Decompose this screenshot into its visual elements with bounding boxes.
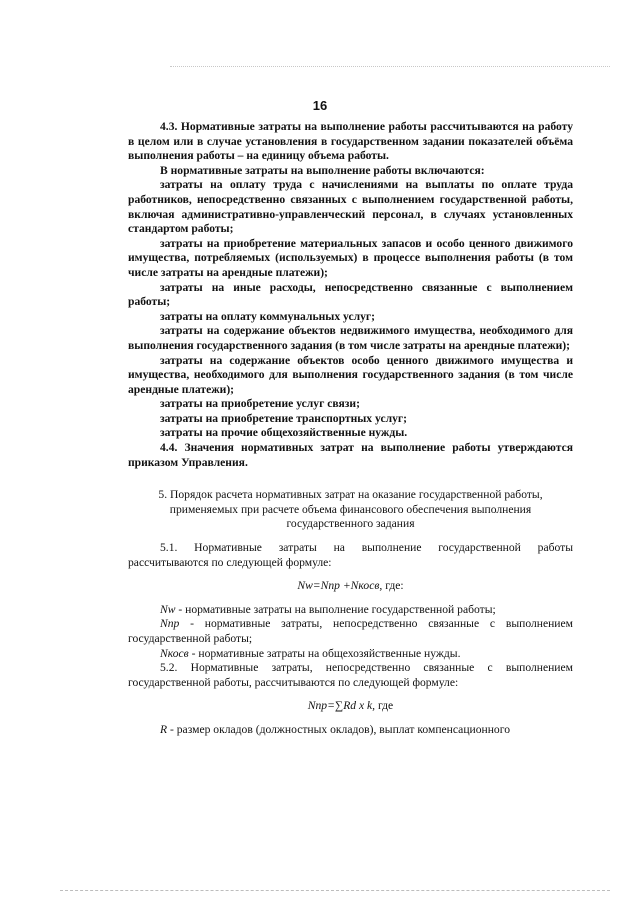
paragraph: затраты на оплату труда с начислениями на выплаты по оплате труда работников, непосредственно связанных с выполнением государственной работы, включая административно-управленческий персонал, в случаях установленных стандартом работы; xyxy=(128,178,573,236)
page-number: 16 xyxy=(312,98,328,113)
paragraph: затраты на приобретение транспортных услуг; xyxy=(160,411,408,425)
formula-nw xyxy=(128,579,573,594)
formula-nw-suffix: где: xyxy=(385,579,404,593)
paragraph: В нормативные затраты на выполнение работы включаются: xyxy=(160,163,485,177)
formula-nw-expression: Nw=Nnp +Nкосв, xyxy=(297,579,383,593)
definition-nnp xyxy=(128,617,573,646)
symbol-nkosv: Nкосв xyxy=(160,646,189,660)
section5-heading: 5. Порядок расчета нормативных затрат на оказание государственной работы, применяемых при расчете объема финансового обеспечения выполнения государственного задания xyxy=(158,488,543,531)
definition-nw-text: - нормативные затраты на выполнение государственной работы; xyxy=(178,602,496,616)
paragraph: затраты на приобретение материальных запасов и особо ценного движимого имущества, потребляемых (используемых) в процессе выполнения работы (в том числе затраты на арендные платежи); xyxy=(128,236,573,279)
symbol-r: R xyxy=(160,722,168,736)
document-body xyxy=(128,120,573,738)
definition-nw xyxy=(128,603,573,618)
paragraph: затраты на содержание объектов особо ценного движимого имущества и имущества, необходимого для выполнения государственного задания (в том числе арендные платежи); xyxy=(128,353,573,396)
definition-nnp-text: - нормативные затраты, непосредственно связанные с выполнением государственной работы; xyxy=(128,617,573,645)
symbol-nw: Nw xyxy=(160,602,176,616)
paragraph: затраты на оплату коммунальных услуг; xyxy=(160,309,376,323)
paragraph: затраты на иные расходы, непосредственно связанные с выполнением работы; xyxy=(128,280,573,309)
paragraph: 4.3. Нормативные затраты на выполнение работы рассчитываются на работу в целом или в случае установления в государственном задании показателей объёма выполнения работы – на единицу объема работы. xyxy=(128,120,573,163)
paragraph: затраты на прочие общехозяйственные нужды. xyxy=(160,426,408,440)
formula-nnp-expression: Nnp=∑Rd x k, xyxy=(307,699,376,713)
scan-artifact-top xyxy=(170,66,610,67)
symbol-nnp: Nnp xyxy=(160,617,180,631)
formula-nnp xyxy=(128,699,573,714)
paragraph: затраты на содержание объектов недвижимого имущества, необходимого для выполнения государственного задания (в том числе затраты на арендные платежи); xyxy=(128,324,573,352)
formula-nnp-suffix: где xyxy=(377,699,394,713)
paragraph: 4.4. Значения нормативных затрат на выполнение работы утверждаются приказом Управления. xyxy=(128,441,573,469)
paragraph-5-2: 5.2. Нормативные затраты, непосредственно связанные с выполнением государственной работы, рассчитываются по следующей формуле: xyxy=(128,661,573,689)
paragraph-5-1: 5.1. Нормативные затраты на выполнение государственной работы рассчитываются по следующей формуле: xyxy=(128,541,573,569)
definition-r xyxy=(128,723,573,738)
paragraph: затраты на приобретение услуг связи; xyxy=(160,397,360,411)
definition-nkosv xyxy=(128,647,573,662)
section4-paragraphs xyxy=(128,120,573,470)
definition-r-text: - размер окладов (должностных окладов), выплат компенсационного xyxy=(170,722,510,736)
scan-artifact-bottom xyxy=(60,890,610,891)
definition-nkosv-text: - нормативные затраты на общехозяйственные нужды. xyxy=(191,646,461,660)
